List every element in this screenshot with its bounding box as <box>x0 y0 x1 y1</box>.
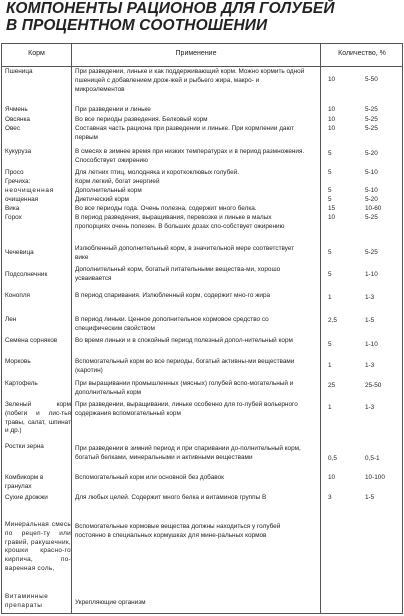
rations-table <box>1 43 403 614</box>
row-use: Дополнительный корм, богатый питательными вещества-ми, хорошо усваивается <box>75 266 281 282</box>
row-feed: Овес <box>5 125 21 132</box>
row-feed: Подсолнечник <box>5 271 48 278</box>
row-range: 5-20 <box>365 150 378 157</box>
row-range: 5-25 <box>365 249 378 256</box>
row-feed: Минеральная смесь по рецеп-ту или гравий, ракушечник, крошки красно-го кирпича, по-варенная соль, <box>5 521 71 572</box>
row-feed: Вика <box>5 205 20 212</box>
row-use: При разведении, линьке и как поддерживающий корм. Можно кормить одной пшеницей с добавлением дрож-жей и рыбьего жира, макро- и микроэлементов <box>75 68 305 93</box>
row-use: При разведении в зимний период и при спаривании до-полнительный корм, богатый белками, минеральными и активными веществами <box>75 445 301 461</box>
row-range: 1-10 <box>365 341 378 348</box>
row-feed: Семена сорняков <box>5 337 58 344</box>
row-qty: 0,5 <box>328 455 337 462</box>
row-qty: 5 <box>328 341 332 348</box>
row-use: При выращивании промышленных (мясных) голубей вспо-могательный и дополнительный корм <box>75 380 294 396</box>
row-qty: 15 <box>328 205 336 212</box>
row-feed: Витаминные препараты <box>5 593 49 609</box>
row-qty: 10 <box>328 125 336 132</box>
row-feed: Морковь <box>5 358 31 365</box>
row-qty: 5 <box>328 249 332 256</box>
row-use: Для летних птиц, молодняка и короткоклювых голубей. <box>75 169 240 176</box>
row-range: 10-100 <box>365 474 385 481</box>
row-use: Во все периоды разведения. Белковый корм <box>75 116 208 123</box>
row-use: Излюбленный дополнительный корм, в значительной мере соответствует вике <box>75 245 295 261</box>
title-line-2: В ПРОЦЕНТНОМ СООТНОШЕНИИ <box>6 17 268 34</box>
page-title <box>6 0 402 34</box>
row-feed: Чечевица <box>5 249 34 256</box>
column-divider <box>71 44 72 613</box>
row-feed: Картофель <box>5 380 38 387</box>
row-qty: 3 <box>328 494 332 501</box>
row-use: В период линьки. Ценное дополнительное кормовое средство со специфическим свойством <box>75 316 269 332</box>
column-divider <box>320 44 321 613</box>
row-feed: Зеленый корм (побеги и лис-тья травы, салат, шпинат и др.) <box>5 401 71 435</box>
row-use: В смесях в зимнее время при низких температурах и в период размножения. Способствует ожирению <box>75 148 305 164</box>
row-qty: 1 <box>328 294 332 301</box>
row-feed: очищенная <box>5 196 39 203</box>
title-line-1: КОМПОНЕНТЫ РАЦИОНОВ ДЛЯ ГОЛУБЕЙ <box>6 0 335 17</box>
row-range: 1-5 <box>365 494 375 501</box>
row-feed: Гречиха: <box>5 178 31 185</box>
row-use: Корм легкий, богат энергией <box>75 178 160 185</box>
row-feed: Конопля <box>5 292 31 299</box>
row-use: Вспомогательный корм во все периоды, богатый активны-ми веществами (каротин) <box>75 358 295 374</box>
header-use: Применение <box>175 50 217 57</box>
row-use: Вспомогательные кормовые вещества должны находиться у голубей постоянно в специальных кормушках для мине-ральных кормов <box>75 523 281 539</box>
row-qty: 1 <box>328 362 332 369</box>
row-use: При разведении, выращивании, линьке особенно для го-лубей вольерного содержания вспомогательный корм <box>75 401 298 417</box>
row-range: 1-3 <box>365 294 375 301</box>
row-range: 1-3 <box>365 404 375 411</box>
row-feed: Комбикорм в гранулах <box>5 474 44 490</box>
row-qty: 5 <box>328 271 332 278</box>
row-use: При разведении и линьке <box>75 106 151 113</box>
row-use: Для любых целей. Содержит много белка и витаминов группы В <box>75 494 267 501</box>
row-feed: Лен <box>5 316 17 323</box>
row-feed: Овсянка <box>5 116 30 123</box>
header-feed: Корм <box>28 50 45 57</box>
row-range: 5-25 <box>365 116 378 123</box>
row-qty: 2,5 <box>328 317 337 324</box>
row-range: 10-60 <box>365 205 382 212</box>
row-range: 5-20 <box>365 196 378 203</box>
row-qty: 1 <box>328 404 332 411</box>
row-use: В период спаривания. Излюбленный корм, содержит мно-го жира <box>75 292 271 299</box>
row-use: Диетический корм <box>75 196 129 203</box>
row-qty: 5 <box>328 150 332 157</box>
row-qty: 10 <box>328 116 336 123</box>
row-qty: 10 <box>328 106 336 113</box>
row-range: 1-5 <box>365 317 375 324</box>
row-range: 5-10 <box>365 187 378 194</box>
row-feed: Сухие дрожжи <box>5 494 48 501</box>
row-qty: 5 <box>328 169 332 176</box>
row-feed: Кукуруза <box>5 148 32 155</box>
row-feed: неочищенная <box>5 187 55 194</box>
row-range: 5-50 <box>365 76 378 83</box>
row-range: 0,5-1 <box>365 455 380 462</box>
row-range: 25-50 <box>365 382 382 389</box>
row-qty: 10 <box>328 474 336 481</box>
row-qty: 5 <box>328 187 332 194</box>
row-feed: Ячмень <box>5 106 28 113</box>
row-range: 1-3 <box>365 362 375 369</box>
row-feed: Пшеница <box>5 68 33 75</box>
row-range: 5-25 <box>365 106 378 113</box>
row-use: Укрепляющие организм <box>75 599 146 606</box>
row-use: Во время линьки и в спокойный период полезный допол-нительный корм <box>75 337 293 344</box>
row-use: В период разведения, выращивания, перевозке и линьке в малых пропорциях очень полезен. В больших дозах спо-собствует ожирению <box>75 214 285 230</box>
row-use: Во все периоды года. Очень полезна, содержит много белка. <box>75 205 257 212</box>
header-qty: Количество, % <box>338 50 386 57</box>
row-use: Вспомогательный корм или основной без добавок <box>75 474 224 481</box>
row-range: 5-10 <box>365 169 378 176</box>
row-range: 5-25 <box>365 214 378 221</box>
row-qty: 25 <box>328 382 336 389</box>
row-qty: 10 <box>328 214 336 221</box>
row-qty: 10 <box>328 76 336 83</box>
row-feed: Просо <box>5 169 24 176</box>
row-use: Дополнительный корм <box>75 187 142 194</box>
row-qty: 5 <box>328 196 332 203</box>
row-range: 1-10 <box>365 271 378 278</box>
row-range: 5-25 <box>365 125 378 132</box>
row-feed: Ростки зерна <box>5 443 44 450</box>
row-feed: Горох <box>5 214 22 221</box>
row-use: Составная часть рациона при разведении и линьке. При кормлении дают первым <box>75 125 295 141</box>
